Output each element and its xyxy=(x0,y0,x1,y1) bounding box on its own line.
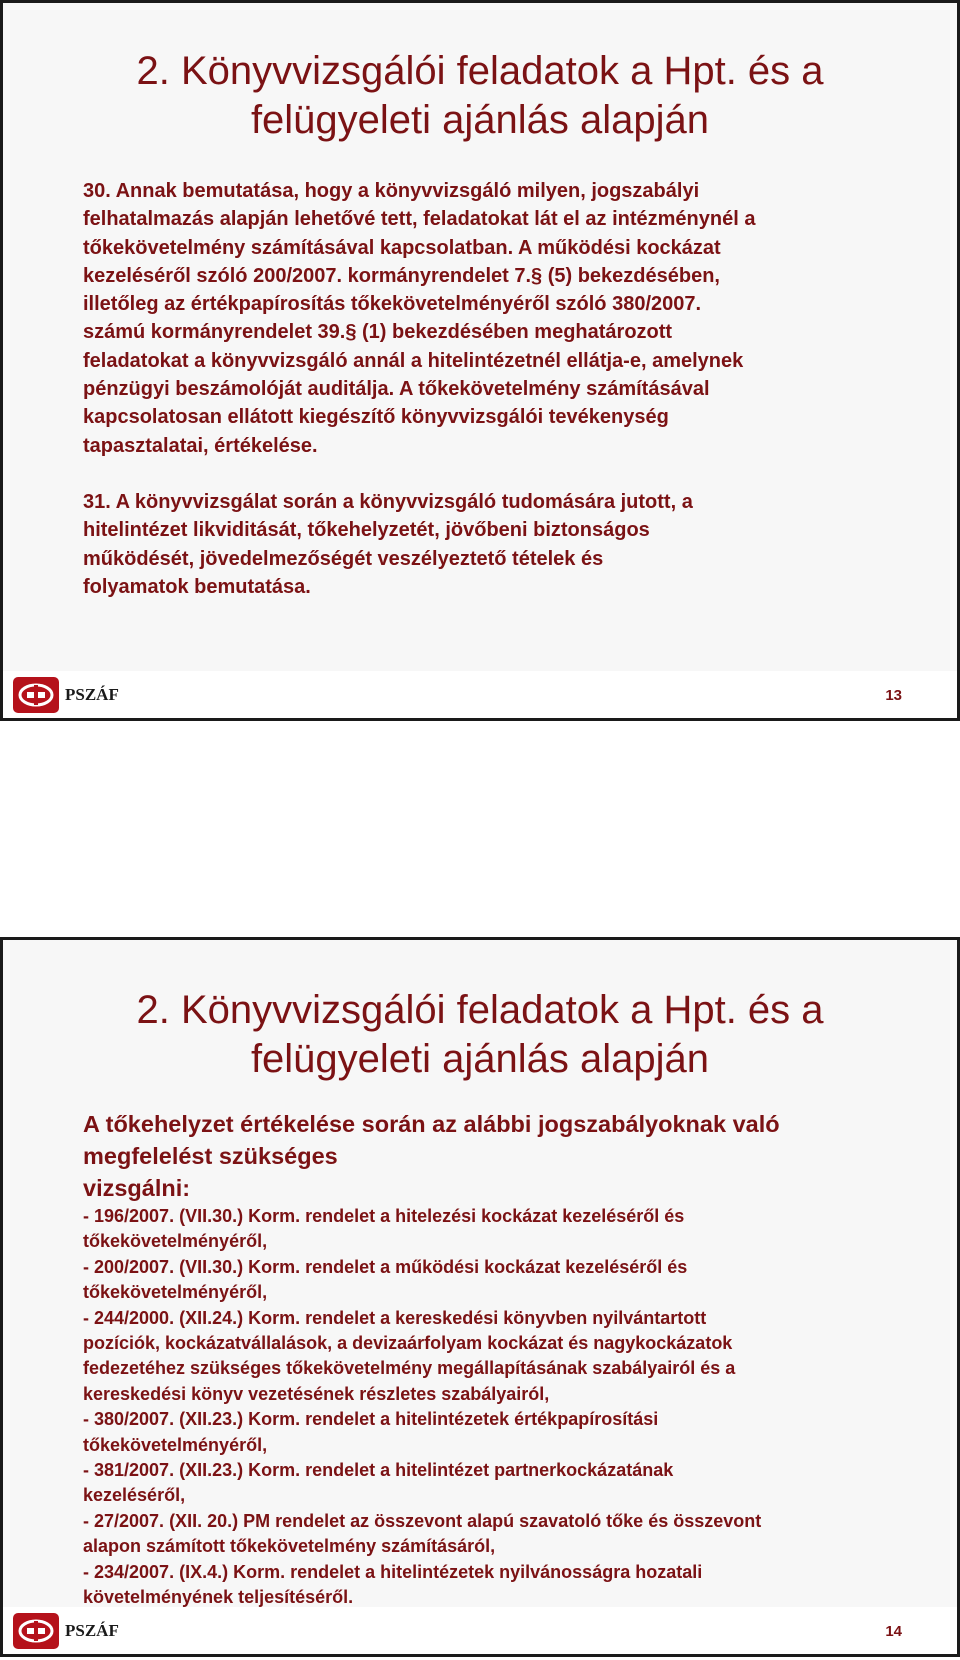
text-line: vizsgálni: xyxy=(83,1175,191,1201)
text-line: tőkekövetelmény számításával kapcsolatban. A működési kockázat xyxy=(83,236,721,259)
regulation-list xyxy=(83,1204,937,1611)
slide-body xyxy=(83,177,927,601)
text-line: működését, jövedelmezőségét veszélyeztető tételek és xyxy=(83,547,604,570)
text-line: kapcsolatosan ellátott kiegészítő könyvvizsgálói tevékenység xyxy=(83,406,669,429)
list-line: - 234/2007. (IX.4.) Korm. rendelet a hitelintézetek nyilvánosságra hozatali xyxy=(83,1561,703,1582)
paragraph-31 xyxy=(83,488,927,601)
slide-title xyxy=(43,986,917,1084)
brand-name: PSZÁF xyxy=(65,1621,119,1640)
text-line: számú kormányrendelet 39.§ (1) bekezdésében meghatározott xyxy=(83,321,673,344)
paragraph-30 xyxy=(83,177,927,460)
list-line: tőkekövetelményéről, xyxy=(83,1434,268,1455)
list-line: pozíciók, kockázatvállalások, a devizaárfolyam kockázat és nagykockázatok xyxy=(83,1333,733,1354)
text-line: hitelintézet likviditását, tőkehelyzetét, jövőbeni biztonságos xyxy=(83,519,650,542)
list-line: alapon számított tőkekövetelmény számításáról, xyxy=(83,1536,496,1557)
title-line: 2. Könyvvizsgálói feladatok a Hpt. és a xyxy=(136,49,824,93)
text-line: 30. Annak bemutatása, hogy a könyvvizsgáló milyen, jogszabályi xyxy=(83,180,700,202)
list-line: követelményének teljesítéséről. xyxy=(83,1587,354,1608)
list-line: - 244/2000. (XII.24.) Korm. rendelet a kereskedési könyvben nyilvántartott xyxy=(83,1307,707,1328)
paragraph-gap xyxy=(83,460,927,488)
text-line: A tőkehelyzet értékelése során az alábbi jogszabályoknak való xyxy=(83,1111,780,1137)
slide-13 xyxy=(0,0,960,721)
text-line: pénzügyi beszámolóját auditálja. A tőkekövetelmény számításával xyxy=(83,378,710,401)
text-line: folyamatok bemutatása. xyxy=(83,575,311,598)
text-line: illetőleg az értékpapírosítás tőkekövetelményéről szóló 380/2007. xyxy=(83,293,702,316)
slide-footer xyxy=(3,671,957,718)
slide-intro xyxy=(83,1108,927,1204)
title-line: 2. Könyvvizsgálói feladatok a Hpt. és a xyxy=(136,988,824,1032)
list-line: kezeléséről, xyxy=(83,1485,186,1506)
title-line: felügyeleti ajánlás alapján xyxy=(250,1037,710,1081)
list-line: - 200/2007. (VII.30.) Korm. rendelet a működési kockázat kezeléséről és xyxy=(83,1256,688,1277)
text-line: tapasztalatai, értékelése. xyxy=(83,434,318,457)
list-line: - 381/2007. (XII.23.) Korm. rendelet a hitelintézet partnerkockázatának xyxy=(83,1460,674,1481)
list-line: tőkekövetelményéről, xyxy=(83,1231,268,1252)
slide-14 xyxy=(0,937,960,1657)
list-line: - 27/2007. (XII. 20.) PM rendelet az összevont alapú szavatoló tőke és összevont xyxy=(83,1510,762,1531)
slide-title xyxy=(43,47,917,145)
pszaf-logo-icon xyxy=(13,1613,59,1649)
text-line: feladatokat a könyvvizsgáló annál a hitelintézetnél ellátja-e, amelynek xyxy=(83,349,744,372)
brand-name: PSZÁF xyxy=(65,685,119,704)
title-line: felügyeleti ajánlás alapján xyxy=(250,98,710,142)
list-line: - 380/2007. (XII.23.) Korm. rendelet a hitelintézetek értékpapírosítási xyxy=(83,1409,659,1430)
text-line: felhatalmazás alapján lehetővé tett, feladatokat lát el az intézménynél a xyxy=(83,208,756,231)
list-line: - 196/2007. (VII.30.) Korm. rendelet a hitelezési kockázat kezeléséről és xyxy=(83,1206,685,1226)
page-number: 13 xyxy=(885,687,902,704)
list-line: tőkekövetelményéről, xyxy=(83,1282,268,1303)
text-line: megfelelést szükséges xyxy=(83,1143,338,1169)
list-line: fedezetéhez szükséges tőkekövetelmény megállapításának szabályairól és a xyxy=(83,1358,736,1379)
slide-footer xyxy=(3,1607,957,1654)
text-line: kezeléséről szóló 200/2007. kormányrendelet 7.§ (5) bekezdésében, xyxy=(83,264,720,287)
list-line: kereskedési könyv vezetésének részletes szabályairól, xyxy=(83,1383,550,1404)
pszaf-logo-icon xyxy=(13,677,59,713)
text-line: 31. A könyvvizsgálat során a könyvvizsgáló tudomására jutott, a xyxy=(83,490,693,513)
page-number: 14 xyxy=(885,1623,902,1640)
